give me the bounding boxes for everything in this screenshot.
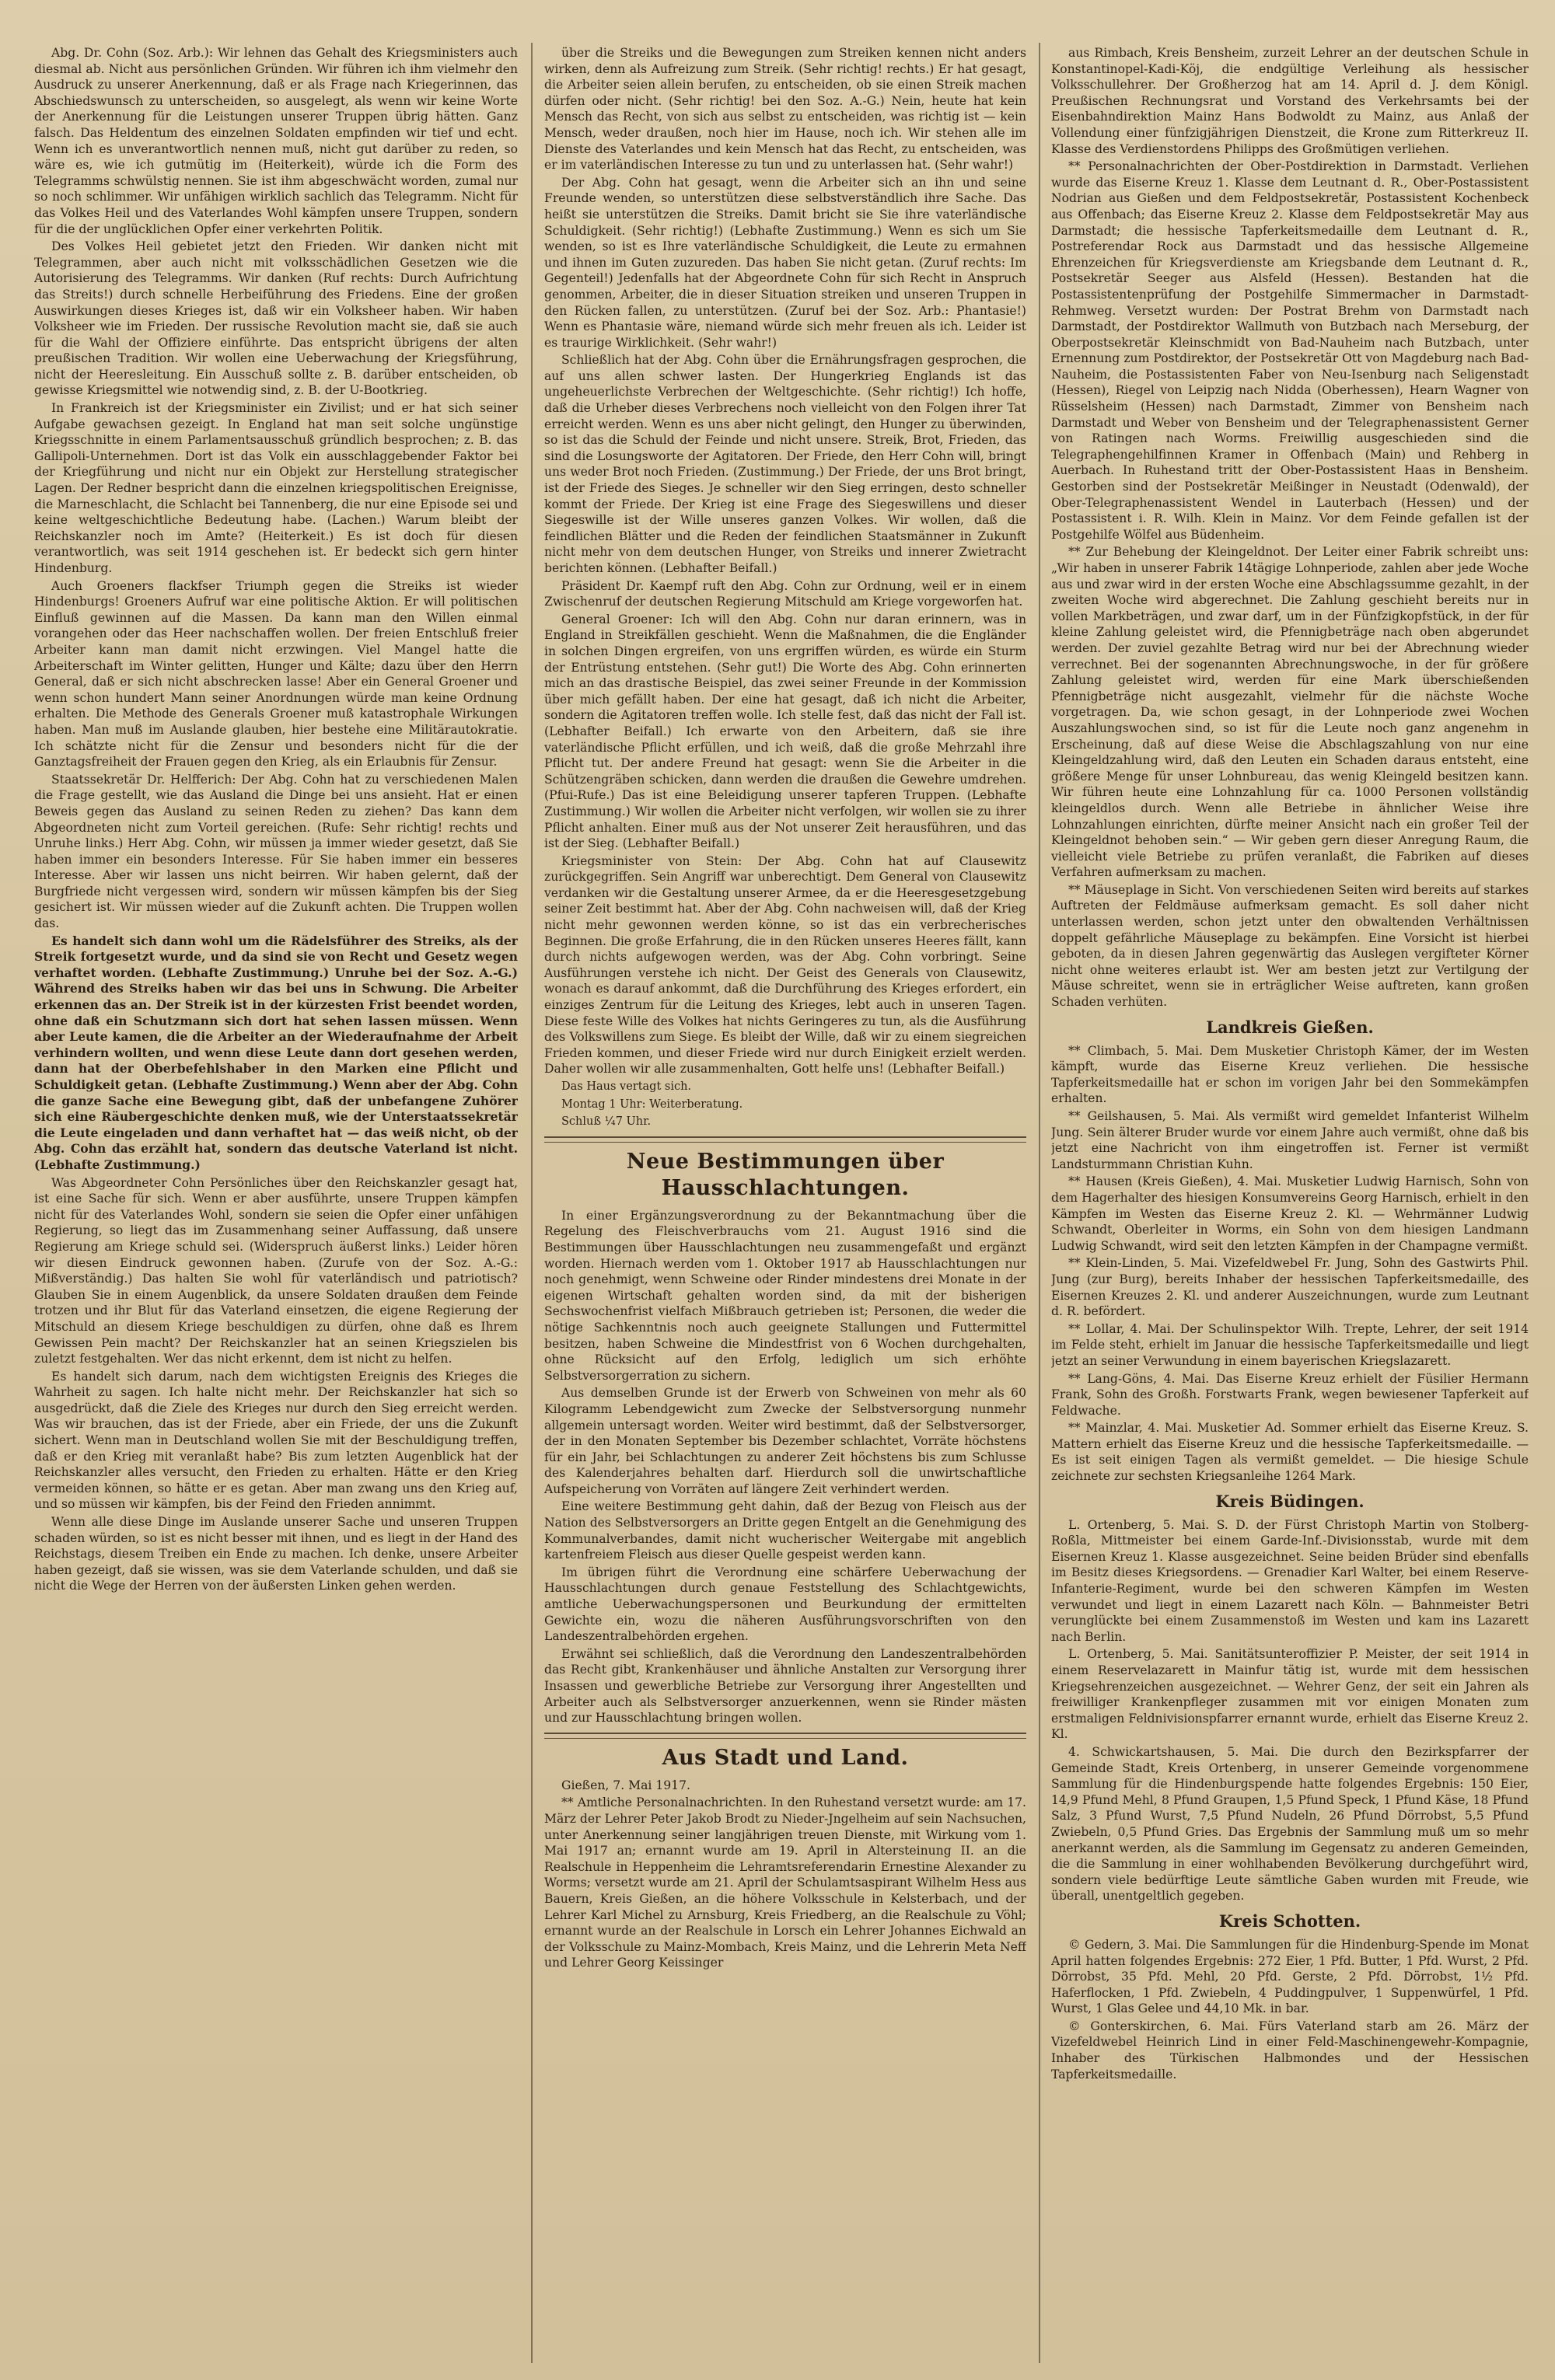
section-heading: Kreis Büdingen.: [1215, 1491, 1365, 1511]
local-news-headline: Aus Stadt und Land.: [662, 1745, 909, 1770]
paragraph: Abg. Dr. Cohn (Soz. Arb.): Wir lehnen das Gehalt des Kriegsministers auch diesmal ab. Nicht aus persönlichen Gründen. Wir führen ich ihm vielmehr den Ausdruck zu unserer Anerkennung, daß er als Frage nach Kriegerinnen, das Abschiedswunsch zu unterscheiden, so ausgelegt, als wenn wir keine Worte der Anerkennung für die Leistungen unserer Truppen übrig hätten. Ganz falsch. Das Heldentum des einzelnen Soldaten empfinden wir tief und echt. Wenn ich es unverantwortlich nennen muß, nicht gut darüber zu reden, so wäre es, wie ich gutmütig im (Heiterkeit), würde ich die Form des Telegramms schwülstig nennen. Sie ist ihm abgeschwächt worden, zumal nur so noch schlimmer. Wir unfähigen wirklich sachlich das Telegramm. Nicht für das Volkes Heil und des Vaterlandes Wohl kämpfen unsere Truppen, sondern für die der unglücklichen Opfer einer verkehrten Politik.: [34, 46, 518, 236]
column-reichstag-debate: [34, 45, 518, 2365]
paragraph: ** Amtliche Personalnachrichten. In den Ruhestand versetzt wurde: am 17. März der Lehrer Peter Jakob Brodt zu Nieder-Jngelheim auf sein Nachsuchen, unter Anerkennung seiner langjährigen treuen Dienste, mit Wirkung vom 1. Mai 1917 an; ernannt wurde am 19. April in Altersteinung II. an die Realschule in Heppenheim die Lehramtsreferendarin Ernestine Alexander zu Worms; versetzt wurde am 21. April der Schulamtsaspirant Wilhelm Hess aus Bauern, Kreis Gießen, an die höhere Volksschule in Kelsterbach, und der Lehrer Karl Michel zu Arnsburg, Kreis Friedberg, an die Realschule zu Vöhl; ernannt wurde an der Realschule in Lorsch ein Lehrer Johannes Eichwald an der Volksschule zu Mainz-Mombach, Kreis Mainz, und die Lehrerin Meta Neff und Lehrer Georg Keissinger: [544, 1795, 1026, 1970]
session-note: Schluß ¼7 Uhr.: [561, 1115, 652, 1129]
column-local-news: [1051, 45, 1529, 2365]
paragraph: Eine weitere Bestimmung geht dahin, daß der Bezug von Fleisch aus der Nation des Selbstversorgers an Dritte gegen Entgelt an die Genehmigung des Kommunalverbandes, damit nicht wucherischer Weitergabe mit angeblich kartenfreiem Fleisch aus dieser Quelle gespeist werden kann.: [544, 1499, 1026, 1562]
paragraph: Es handelt sich darum, nach dem wichtigsten Ereignis des Krieges die Wahrheit zu sagen. Ich halte nicht mehr. Der Reichskanzler hat sich so ausgedrückt, daß die Ziele des Krieges nur durch den Sieg erreicht werden. Was wir brauchen, das ist der Friede, aber ein Friede, der uns die Zukunft sichert. Wenn man in Deutschland wollen Sie mit der Beschuldigung treffen, daß er den Krieg mit veranlaßt habe? Bis zum letzten Augenblick hat der Reichskanzler alles versucht, den Frieden zu erhalten. Hätte er den Krieg vermeiden können, so hätte er es getan. Aber man zwang uns den Krieg auf, und so müssen wir kämpfen, bis der Feind den Frieden annimmt.: [34, 1369, 518, 1512]
paragraph: Auch Groeners flackfser Triumph gegen die Streiks ist wieder Hindenburgs! Groeners Aufruf war eine politische Aktion. Er will politischen Einfluß gewinnen auf die Massen. Da kann man den Willen einmal vorangehen oder das Heer nachschaffen wollen. Der freien Entschluß freier Arbeiter kann man damit nicht erzwingen. Viel Mangel hatte die Arbeiterschaft im Winter gelitten, Hunger und Kälte; dazu über den Herrn General, daß er sich nicht abschrecken lasse! Aber ein General Groener und wenn schon hundert Mann seiner Anordnungen würde man keine Ordnung erhalten. Die Methode des Generals Groener muß katastrophale Wirkungen haben. Man muß im Auslande glauben, hier bestehe eine Militärautokratie. Ich schätzte nicht für die Zensur und besonders nicht für die der Ganztagsfreiheit der Frauen gegen den Krieg, als ein Erlaubnis für Zensur.: [34, 578, 518, 769]
paragraph: ** Lollar, 4. Mai. Der Schulinspektor Wilh. Trepte, Lehrer, der seit 1914 im Felde steht, erhielt im Januar die hessische Tapferkeitsmedaille und liegt jetzt an seiner Verwundung in einem bayerischen Kriegslazarett.: [1051, 1321, 1529, 1368]
dateline: Gießen, 7. Mai 1917.: [561, 1778, 690, 1792]
section-heading: Landkreis Gießen.: [1206, 1017, 1374, 1037]
paragraph: Der Abg. Cohn hat gesagt, wenn die Arbeiter sich an ihn und seine Freunde wenden, so unterstützen diese selbstverständlich ihre Sache. Das heißt sie unterstützen die Streiks. Damit bricht sie Sie ihre vaterländische Schuldigkeit. (Sehr richtig!) (Lebhafte Zustimmung.) Wenn es sich um Sie wenden, so ist es Ihre vaterländische Schuldigkeit, die Leute zu ermahnen und ihnen im Guten zuzureden. Das haben Sie nicht getan. (Zuruf rechts: Im Gegenteil!) Jedenfalls hat der Abgeordnete Cohn für sich Recht in Anspruch genommen, Arbeiter, die in dieser Situation streiken und unseren Truppen in den Rücken fallen, zu unterstützen. (Zuruf bei der Soz. Arb.: Phantasie!) Wenn es Phantasie wäre, niemand würde sich mehr freuen als ich. Leider ist es traurige Wirklichkeit. (Sehr wahr!): [544, 175, 1026, 350]
paragraph: L. Ortenberg, 5. Mai. Sanitätsunteroffizier P. Meister, der seit 1914 in einem Reservelazarett in Mainfur tätig ist, wurde mit dem hessischen Kriegsehrenzeichen ausgezeichnet. — Wehrer Genz, der seit ein Jahren als freiwilliger Krankenpfleger zusammen mit vor einigen Monaten zum erstmaligen Feldnivisionspfarrer ernannt wurde, erhielt das Eiserne Kreuz 2. Kl.: [1051, 1647, 1529, 1742]
paragraph: aus Rimbach, Kreis Bensheim, zurzeit Lehrer an der deutschen Schule in Konstantinopel-Kadi-Köj, die endgültige Verleihung als hessischer Volksschullehrer. Der Großherzog hat am 14. April d. J. dem Königl. Preußischen Rechnungsrat und Vorstand des Verkehrsamts bei der Eisenbahndirektion Mainz Hans Bodwoldt zu Mainz, aus Anlaß der Vollendung einer fünfzigjährigen Dienstzeit, die Krone zum Ritterkreuz II. Klasse des Verdienstordens Philipps des Großmütigen verliehen.: [1051, 46, 1529, 156]
paragraph: ** Personalnachrichten der Ober-Postdirektion in Darmstadt. Verliehen wurde das Eiserne Kreuz 1. Klasse dem Leutnant d. R., Ober-Postassistent Nodrian aus Gießen und dem Feldpostsekretär, Postassistent Kochenbeck aus Offenbach; das Eiserne Kreuz 2. Klasse dem Feldpostsekretär May aus Darmstadt; die hessische Tapferkeitsmedaille dem Leutnant d. R., Postreferendar Rock aus Darmstadt und das hessische Allgemeine Ehrenzeichen für Kriegsverdienste am Kriegsbande dem Leutnant d. R., Postsekretär Seeger aus Alsfeld (Hessen). Bestanden hat die Postassistentenprüfung der Postgehilfe Simmermacher in Darmstadt-Rehmweg. Versetzt wurden: Der Postrat Brehm von Darmstadt nach Darmstadt, der Postdirektor Wallmuth von Butzbach nach Merseburg, der Oberpostsekretär Kleinschmidt von Bad-Nauheim nach Butzbach, unter Ernennung zum Postdirektor, der Postsekretär Ott von Magdeburg nach Bad-Nauheim, die Postassistenten Faber von Neu-Isenburg nach Seligenstadt (Hessen), Riegel von Leipzig nach Nidda (Oberhessen), Hearn Wagner von Rüsselsheim (Hessen) nach Darmstadt, Zimmer von Bensheim nach Darmstadt und Weber von Bensheim und der Telegraphenassistent Gerner von Ratingen nach Worms. Freiwillig ausgeschieden sind die Telegraphengehilfinnen Kramer in Offenbach (Main) und Rehberg in Auerbach. In Ruhestand tritt der Ober-Postassistent Haas in Bensheim. Gestorben sind der Postsekretär Meißinger in Neustadt (Odenwald), der Ober-Telegraphenassistent Wendel in Lauterbach (Hessen) und der Postassistent i. R. Wilh. Klein in Mainz. Vor dem Feinde gefallen ist der Postgehilfe Wölfel aus Büdenheim.: [1051, 159, 1529, 542]
paragraph: ** Climbach, 5. Mai. Dem Musketier Christoph Kämer, der im Westen kämpft, wurde das Eiserne Kreuz verliehen. Die hessische Tapferkeitsmedaille hat er schon im vorigen Jahr bei den Sommekämpfen erhalten.: [1051, 1043, 1529, 1106]
paragraph: Schließlich hat der Abg. Cohn über die Ernährungsfragen gesprochen, die auf uns allen schwer lasten. Der Hungerkrieg Englands ist das ungeheuerlichste Verbrechen der Weltgeschichte. (Sehr richtig!) Ich hoffe, daß die Urheber dieses Verbrechens noch vielleicht von den Folgen ihrer Tat erreicht werden. Wenn es uns aber nicht gelingt, den Hunger zu überwinden, so ist das die Schuld der Feinde und nicht unsere. Streik, Brot, Frieden, das sind die Losungsworte der Agitatoren. Der Friede, den Herr Cohn will, bringt uns weder Brot noch Frieden. (Zustimmung.) Der Friede, der uns Brot bringt, ist der Friede des Sieges. Je schneller wir den Sieg erringen, desto schneller kommt der Friede. Der Krieg ist eine Frage des Siegeswillens und dieser Siegeswille ist der Wille unseres ganzen Volkes. Wir wollen, daß die feindlichen Blätter und die Reden der feindlichen Staatsmänner in Zukunft nicht mehr von dem deutschen Hunger, von Streiks und innerer Zwietracht berichten können. (Lebhafter Beifall.): [544, 353, 1026, 575]
session-note: Montag 1 Uhr: Weiterberatung.: [561, 1098, 743, 1111]
paragraph: Was Abgeordneter Cohn Persönliches über den Reichskanzler gesagt hat, ist eine Sache für sich. Wenn er aber ausführte, unsere Truppen kämpfen nicht für des Vaterlandes Wohl, sondern sie seien die Opfer einer unfähigen Regierung, so liegt das im Zusammenhang seiner Auffassung, daß unsere Regierung am Kriege schuld sei. (Widerspruch äußerst links.) Leider hören wir diesen Eindruck gewonnen haben. (Zurufe von der Soz. A.-G.: Mißverständig.) Das halten Sie wohl für vaterländisch und patriotisch? Glauben Sie in einem Augenblick, da unsere Soldaten draußen dem Feinde trotzen und ihr Blut für das Vaterland einsetzen, die eigene Regierung der Mitschuld an diesem Kriege beschuldigen zu dürfen, ohne daß es Ihrem Gewissen Pein macht? Der Reichskanzler hat an seinen Kriegszielen bis zuletzt festgehalten. Wer das nicht erkennt, dem ist nicht zu helfen.: [34, 1175, 518, 1366]
section-rule: [544, 1733, 1026, 1739]
paragraph: ** Klein-Linden, 5. Mai. Vizefeldwebel Fr. Jung, Sohn des Gastwirts Phil. Jung (zur Burg), bereits Inhaber der hessischen Tapferkeitsmedaille, des Eisernen Kreuzes 2. Kl. und anderer Auszeichnungen, wurde zum Leutnant d. R. befördert.: [1051, 1256, 1529, 1319]
paragraph: Des Volkes Heil gebietet jetzt den Frieden. Wir danken nicht mit Telegrammen, aber auch nicht mit volksschädlichen Gesetzen wie die Autorisierung des Telegramms. Wir danken (Ruf rechts: Durch Aufrichtung das Streits!) durch schnelle Herbeiführung des Friedens. Eine der großen Auswirkungen dieses Krieges ist, daß wir ein Volksheer haben. Wir haben Volksheer wie im Frieden. Der russische Revolution macht sie, daß sie auch für die Wahl der Offiziere einführte. Das entspricht übrigens der alten preußischen Tradition. Wir wollen eine Ueberwachung der Kriegsführung, nicht der Heeresleitung. Ein Ausschuß sollte z. B. darüber entscheiden, ob gewisse Kriegsmittel wie notwendig sind, z. B. der U-Bootkrieg.: [34, 239, 518, 398]
paragraph: Erwähnt sei schließlich, daß die Verordnung den Landeszentralbehörden das Recht gibt, Krankenhäuser und ähnliche Anstalten zur Versorgung ihrer Insassen und gewerbliche Betriebe zur Versorgung ihrer Angestellten und Arbeiter auch als Selbstversorger anzuerkennen, wenn sie Rinder mästen und zur Hausschlachtung bringen wollen.: [544, 1646, 1026, 1726]
paragraph: In einer Ergänzungsverordnung zu der Bekanntmachung über die Regelung des Fleischverbrauchs vom 21. August 1916 sind die Bestimmungen über Hausschlachtungen neu zusammengefaßt und ergänzt worden. Hiernach werden vom 1. Oktober 1917 ab Hausschlachtungen nur noch genehmigt, wenn Schweine oder Rinder mindestens drei Monate in der eigenen Wirtschaft gehalten worden sind, da mit der bisherigen Sechswochenfrist vielfach Mißbrauch getrieben ist; Personen, die weder die nötige Sachkenntnis noch auch geeignete Stallungen und Futtermittel besitzen, haben Schweine die Mindestfrist von 6 Wochen durchgehalten, ohne Rücksicht auf den Erfolg, lediglich um sich erhöhte Selbstversorgerration zu sichern.: [544, 1208, 1026, 1383]
paragraph: Im übrigen führt die Verordnung eine schärfere Ueberwachung der Hausschlachtungen durch genaue Feststellung des Schlachtgewichts, amtliche Ueberwachungspersonen und Beurkundung der ermittelten Gewichte ein, wozu die näheren Ausführungsvorschriften von den Landeszentralbehörden ergehen.: [544, 1565, 1026, 1644]
column-divider: [1039, 43, 1040, 2363]
paragraph: ** Hausen (Kreis Gießen), 4. Mai. Musketier Ludwig Harnisch, Sohn von dem Hagerhalter des hiesigen Konsumvereins Georg Harnisch, erhielt in den Kämpfen im Westen das Eiserne Kreuz 2. Kl. — Wehrmänner Ludwig Schwandt, Oberleiter in Worms, ein Sohn von dem hiesigen Landmann Ludwig Schwandt, wird seit den letzten Kämpfen in der Champagne vermißt.: [1051, 1174, 1529, 1253]
column-divider: [531, 43, 533, 2363]
paragraph: Es handelt sich dann wohl um die Rädelsführer des Streiks, als der Streik fortgesetzt wurde, und da sind sie von Recht und Gesetz wegen verhaftet worden. (Lebhafte Zustimmung.) Unruhe bei der Soz. A.-G.) Während des Streiks haben wir das bei uns in Schwung. Die Arbeiter erkennen das an. Der Streik ist in der kürzesten Frist beendet worden, ohne daß ein Schutzmann sich dort hat sehen lassen müssen. Wenn aber Leute kamen, die die Arbeiter an der Wiederaufnahme der Arbeit verhindern wollten, und wenn diese Leute dann dort gesehen werden, dann hat der Oberbefehlshaber in den Marken eine Pflicht und Schuldigkeit getan. (Lebhafte Zustimmung.) Wenn aber der Abg. Cohn die ganze Sache eine Bewegung gibt, daß der unbefangene Zuhörer sich eine Räubergeschichte denken muß, wie der Unterstaatssekretär die Leute eingeladen und dann verhaftet hat — das weiß nicht, ob der Abg. Cohn das erzählt hat, sondern das deutsche Vaterland ist nicht. (Lebhafte Zustimmung.): [34, 933, 518, 1172]
paragraph: Kriegsminister von Stein: Der Abg. Cohn hat auf Clausewitz zurückgegriffen. Sein Angriff war unberechtigt. Dem General von Clausewitz verdanken wir die Gestaltung unserer Armee, da er die Heeresgesetzgebung seiner Zeit bestimmt hat. Aber der Abg. Cohn nachweisen will, daß der Krieg nicht mehr gewonnen werden könne, so ist das ein verbrecherisches Beginnen. Die große Erfahrung, die in den Rücken unseres Heeres fällt, kann durch nichts aufgewogen werden, was der Abg. Cohn vorbringt. Seine Ausführungen verstehe ich nicht. Der Geist des Generals von Clausewitz, wonach es darauf ankommt, daß die Durchführung des Krieges erfordert, ein einziges Zentrum für die Leitung des Krieges, lebt auch in unseren Tagen. Diese feste Wille des Volkes hat nichts Geringeres zu tun, als die Ausführung des Volkswillens zum Siege. Es bleibt der Wille, daß wir zu einem siegreichen Frieden kommen, und dieser Friede wird nur durch Einigkeit erzielt werden. Daher wollen wir alle zusammenhalten, Gott helfe uns! (Lebhafter Beifall.): [544, 853, 1026, 1077]
paragraph: über die Streiks und die Bewegungen zum Streiken kennen nicht anders wirken, denn als Aufreizung zum Streik. (Sehr richtig! rechts.) Er hat gesagt, die Arbeiter seien allein berufen, zu entscheiden, ob sie einen Streik machen dürfen oder nicht. (Sehr richtig! bei den Soz. A.-G.) Nein, heute hat kein Mensch das Recht, von sich aus selbst zu entscheiden, was richtig ist — kein Mensch, weder draußen, noch hier im Hause, noch ich. Wir stehen alle im Dienste des Vaterlandes und kein Mensch hat das Recht, zu entscheiden, was er im vaterländischen Interesse zu tun und zu unterlassen hat. (Sehr wahr!): [544, 46, 1026, 173]
paragraph: Präsident Dr. Kaempf ruft den Abg. Cohn zur Ordnung, weil er in einem Zwischenruf der deutschen Regierung Mitschuld am Kriege vorgeworfen hat.: [544, 578, 1026, 609]
article-headline: Neue Bestimmungen über Hausschlachtungen.: [626, 1149, 945, 1200]
paragraph: ** Zur Behebung der Kleingeldnot. Der Leiter einer Fabrik schreibt uns: „Wir haben in unserer Fabrik 14tägige Lohnperiode, zahlen aber jede Woche aus und zwar wird in der ersten Woche eine Abschlagssumme gezahlt, in der zweiten Woche wird abgerechnet. Die Zahlung geschieht bereits nur in vollen Markbeträgen, und zwar darf, um in der Fünfzigkopfstück, in der für kleine Zahlung geleistet wird, die Pfennigbeträge nach oben abgerundet werden. Der zuviel gezahlte Betrag wird nur bei der Abrechnung wieder verrechnet. Bei der sogenannten Abrechnungswoche, in der für größere Zahlung geleistet wird, werden für eine Mark überschießenden Pfennigbeträge nicht ausgezahlt, vielmehr für die nächste Woche vorgetragen. Da, wie schon gesagt, in der Lohnperiode zwei Wochen Auszahlungswochen sind, so ist für die Leute noch ganz angenehm in Erscheinung, daß auf diese Weise die Abschlagszahlung von nur eine Kleingeldzahlung wird, daß den Leuten ein Schaden daraus entsteht, eine größere Menge für unser Lohnbureau, das wenig Kleingeld besitzen kann. Wir führen heute eine Lohnzahlung für ca. 1000 Personen vollständig kleingeldlos durch. Wenn alle Betriebe in ähnlicher Weise ihre Lohnzahlungen einrichten, dürfte meiner Ansicht nach ein großer Teil der Kleingeldnot behoben sein.“ — Wir geben gern dieser Anregung Raum, die vielleicht viele Betriebe zu prüfen veranlaßt, die Fabriken auf dieses Verfahren aufmerksam zu machen.: [1051, 545, 1529, 880]
section-heading: Kreis Schotten.: [1218, 1911, 1361, 1931]
paragraph: ** Mäuseplage in Sicht. Von verschiedenen Seiten wird bereits auf starkes Auftreten der Feldmäuse aufmerksam gemacht. Es soll daher nicht unterlassen werden, schon jetzt unter den obwaltenden Verhältnissen doppelt gefährliche Mäuseplage zu bekämpfen. Eine Vorsicht ist hierbei geboten, da in diesen Jahren gegenwärtig das Auslegen vergifteter Körner nicht ohne weiteres erlaubt ist. Wer am besten jetzt zur Vertilgung der Mäuse schreitet, wenn sie in erträglicher Weise auftreten, kann großen Schaden verhüten.: [1051, 882, 1529, 1010]
column-debate-and-articles: [544, 45, 1026, 2365]
paragraph: Aus demselben Grunde ist der Erwerb von Schweinen von mehr als 60 Kilogramm Lebendgewicht zum Zwecke der Selbstversorgung nunmehr allgemein untersagt worden. Weiter wird bestimmt, daß der Selbstversorger, der in den Monaten September bis Dezember schlachtet, Vorräte höchstens für ein Jahr, bei Schlachtungen zu anderer Zeit höchstens bis zum Schlusse des Kalenderjahres behalten darf. Hierdurch soll die unwirtschaftliche Aufspeicherung von Vorräten auf längere Zeit verhindert werden.: [544, 1386, 1026, 1496]
paragraph: Wenn alle diese Dinge im Auslande unserer Sache und unseren Truppen schaden würden, so ist es nicht besser mit ihnen, und es liegt in der Hand des Reichstags, diesem Treiben ein Ende zu machen. Ich denke, unsere Arbeiter haben gezeigt, daß sie wissen, was sie dem Vaterlande schulden, und daß sie nicht die Wege der Herren von der äußersten Linken gehen werden.: [34, 1515, 518, 1593]
paragraph: General Groener: Ich will den Abg. Cohn nur daran erinnern, was in England in Streikfällen geschieht. Wenn die Maßnahmen, die die Engländer in solchen Dingen ergreifen, von uns ergriffen würden, es würde ein Sturm der Entrüstung entstehen. (Sehr gut!) Die Worte des Abg. Cohn erinnerten mich an das drastische Beispiel, das zwei seiner Freunde in der Kommission über mich gefällt haben. Der eine hat gesagt, daß ich nicht die Arbeiter, sondern die Agitatoren treffen wolle. Ich stelle fest, daß das nicht der Fall ist. (Lebhafter Beifall.) Ich erwarte von den Arbeitern, daß sie ihre vaterländische Pflicht erfüllen, und ich weiß, daß die große Mehrzahl ihre Pflicht tut. Der andere Freund hat gesagt: wenn Sie die Arbeiter in die Schützengräben schicken, dann werden die draußen die Gewehre umdrehen. (Pfui-Rufe.) Das ist eine Beleidigung unserer tapferen Truppen. (Lebhafte Zustimmung.) Wir wollen die Arbeiter nicht verfolgen, wir wollen sie zu ihrer Pflicht anhalten. Einer muß aus der Not unserer Zeit herausführen, und das ist der Sieg. (Lebhafter Beifall.): [544, 612, 1026, 851]
paragraph: ** Mainzlar, 4. Mai. Musketier Ad. Sommer erhielt das Eiserne Kreuz. S. Mattern erhielt das Eiserne Kreuz und die hessische Tapferkeitsmedaille. — Es ist seit einigen Tagen als vermißt gemeldet. — Die hiesige Schule zeichnete zur sechsten Kriegsanleihe 1264 Mark.: [1051, 1421, 1529, 1484]
paragraph: In Frankreich ist der Kriegsminister ein Zivilist; und er hat sich seiner Aufgabe gewachsen gezeigt. In England hat man seit solche ungünstige Kriegsschnitte in einem Parlamentsausschuß gründlich besprochen; z. B. das Gallipoli-Unternehmen. Dort ist das Volk ein ausschlaggebender Faktor bei der Kriegführung und nicht nur ein Objekt zur Herstellung strategischer Lagen. Der Redner bespricht dann die einzelnen kriegspolitischen Ereignisse, die Marneschlacht, die Schlacht bei Tannenberg, die nur eine Episode sei und keine weltgeschichtliche Bedeutung habe. (Lachen.) Warum bleibt der Reichskanzler noch im Amte? (Heiterkeit.) Es ist doch für diesen verantwortlich, was seit 1914 geschehen ist. Er bedeckt sich gern hinter Hindenburg.: [34, 401, 518, 575]
paragraph: Staatssekretär Dr. Helfferich: Der Abg. Cohn hat zu verschiedenen Malen die Frage gestellt, wie das Ausland die Dinge bei uns ansieht. Hat er einen Beweis gegen das Ausland zu seinen Reden zu ziehen? Das kann dem Abgeordneten nicht zum Vorteil gereichen. (Rufe: Sehr richtig! rechts und Unruhe links.) Herr Abg. Cohn, wir müssen ja immer wieder gesetzt, daß Sie haben immer ein besonders Interesse. Für Sie haben immer ein besseres Interesse. Aber wir lassen uns nicht beirren. Wir haben gelernt, daß der Burgfriede nicht vergessen wird, sondern wir müssen kämpfen bis der Sieg gesichert ist. Wir müssen wieder auf die Zukunft achten. Die Truppen wollen das.: [34, 772, 518, 931]
paragraph: © Gedern, 3. Mai. Die Sammlungen für die Hindenburg-Spende im Monat April hatten folgendes Ergebnis: 272 Eier, 1 Pfd. Butter, 1 Pfd. Wurst, 2 Pfd. Dörrobst, 35 Pfd. Mehl, 20 Pfd. Gerste, 2 Pfd. Dörrobst, 1½ Pfd. Haferflocken, 1 Pfd. Zwiebeln, 4 Puddingpulver, 1 Suppenwürfel, 1 Pfd. Wurst, 1 Glas Gelee und 44,10 Mk. in bar.: [1051, 1937, 1529, 2016]
session-note: Das Haus vertagt sich.: [561, 1080, 692, 1093]
paragraph: 4. Schwickartshausen, 5. Mai. Die durch den Bezirkspfarrer der Gemeinde Stadt, Kreis Ortenberg, in unserer Gemeinde vorgenommene Sammlung für die Hindenburgspende hatte folgendes Ergebnis: 150 Eier, 14,9 Pfund Mehl, 8 Pfund Graupen, 1,5 Pfund Speck, 1 Pfund Käse, 18 Pfund Salz, 3 Pfund Wurst, 7,5 Pfund Nudeln, 26 Pfund Dörrobst, 5,5 Pfund Zwiebeln, 0,5 Pfund Gries. Das Ergebnis der Sammlung muß um so mehr anerkannt werden, als die Sammlung im Gegensatz zu anderen Gemeinden, die die Sammlung in einer wohlhabenden Bevölkerung durchgeführt wird, sondern viele bedürftige Leute sämtliche Gaben wurden mit Freude, wie überall, unentgeltlich gegeben.: [1051, 1744, 1529, 1904]
section-rule: [544, 1136, 1026, 1143]
paragraph: ** Geilshausen, 5. Mai. Als vermißt wird gemeldet Infanterist Wilhelm Jung. Sein älterer Bruder wurde vor einem Jahre auch vermißt, ohne daß bis jetzt eine Nachricht von ihm eingetroffen ist. Ferner ist vermißt Landsturmmann Christian Kuhn.: [1051, 1109, 1529, 1171]
paragraph: © Gonterskirchen, 6. Mai. Fürs Vaterland starb am 26. März der Vizefeldwebel Heinrich Lind in einer Feld-Maschinengewehr-Kompagnie, Inhaber des Türkischen Halbmondes und der Hessischen Tapferkeitsmedaille.: [1051, 2019, 1529, 2082]
paragraph: ** Lang-Göns, 4. Mai. Das Eiserne Kreuz erhielt der Füsilier Hermann Frank, Sohn des Großh. Forstwarts Frank, wegen bewiesener Tapferkeit auf Feldwache.: [1051, 1371, 1529, 1418]
paragraph: L. Ortenberg, 5. Mai. S. D. der Fürst Christoph Martin von Stolberg-Roßla, Mittmeister bei einem Garde-Inf.-Divisionsstab, wurde mit dem Eisernen Kreuz 1. Klasse ausgezeichnet. Seine beiden Brüder sind ebenfalls im Besitz dieses Kriegsordens. — Grenadier Karl Walter, bei einem Reserve-Infanterie-Regiment, wurde bei den schweren Kämpfen im Westen verwundet und liegt in einem Lazarett nach Köln. — Bahnmeister Betri verunglückte bei einem Zusammenstoß im Westen und kam ins Lazarett nach Berlin.: [1051, 1517, 1529, 1644]
